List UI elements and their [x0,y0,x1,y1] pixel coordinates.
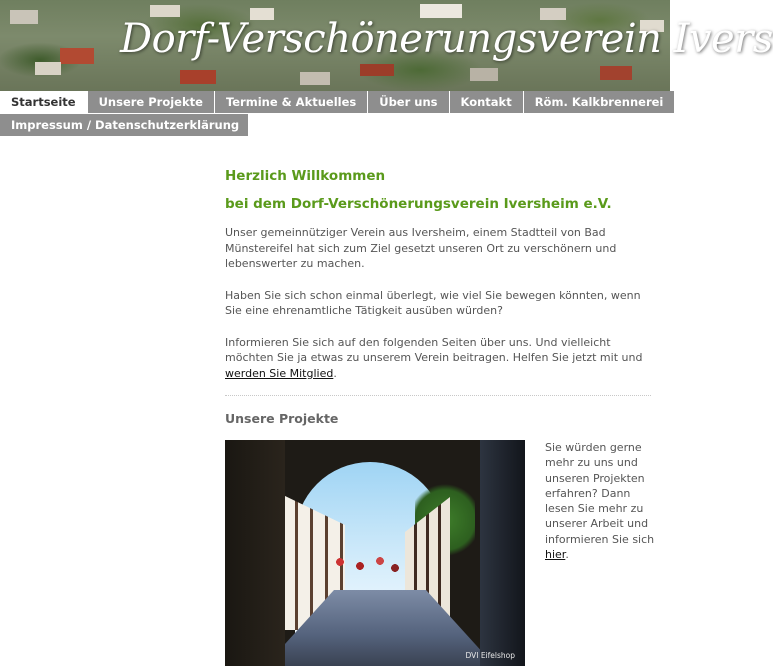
nav-item-unsere-projekte[interactable]: Unsere Projekte [88,91,215,113]
site-title: Dorf-Verschönerungsverein Ivers [120,16,773,62]
nav-row-secondary [0,114,670,136]
teaser-text-end: . [565,548,569,562]
project-photo[interactable] [225,440,525,666]
read-more-link[interactable]: hier [545,548,566,562]
main-navigation [0,91,670,136]
welcome-heading: Herzlich Willkommen [225,168,386,184]
volunteer-paragraph: Haben Sie sich schon einmal überlegt, wie viel Sie bewegen könnten, wenn Sie eine ehrenamtliche Tätigkeit ausüben würden? [225,288,641,317]
nav-item-startseite[interactable]: Startseite [0,91,88,113]
projects-teaser [225,440,655,666]
membership-paragraph [225,335,651,382]
projects-heading: Unsere Projekte [225,411,339,426]
photo-credit: DVI Eifelshop [465,651,515,660]
nav-item-kalkbrennerei[interactable]: Röm. Kalkbrennerei [524,91,676,113]
membership-text: Informieren Sie sich auf den folgenden Seiten über uns. Und vielleicht möchten Sie ja etwas zu unserem Verein beitragen. Helfen Sie jetzt mit und [225,335,643,364]
nav-item-impressum[interactable]: Impressum / Datenschutzerklärung [0,114,249,136]
main-content [225,165,655,666]
membership-text-end: . [333,366,337,380]
nav-item-ueber-uns[interactable]: Über uns [368,91,449,113]
intro-paragraph: Unser gemeinnütziger Verein aus Iversheim, einem Stadtteil von Bad Münstereifel hat sich zum Ziel gesetzt unseren Ort zu verschönern und lebenswerter zu machen. [225,226,617,270]
content-divider [225,395,651,396]
nav-row-primary [0,91,670,113]
teaser-text: Sie würden gerne mehr zu uns und unseren Projekten erfahren? Dann lesen Sie mehr zu unserer Arbeit und informieren Sie sich [545,441,655,546]
welcome-subheading: bei dem Dorf-Verschönerungsverein Iversheim e.V. [225,196,612,212]
projects-teaser-text [545,440,655,562]
become-member-link[interactable]: werden Sie Mitglied [225,366,334,380]
nav-item-termine-aktuelles[interactable]: Termine & Aktuelles [215,91,368,113]
header-banner [0,0,773,91]
nav-item-kontakt[interactable]: Kontakt [450,91,524,113]
